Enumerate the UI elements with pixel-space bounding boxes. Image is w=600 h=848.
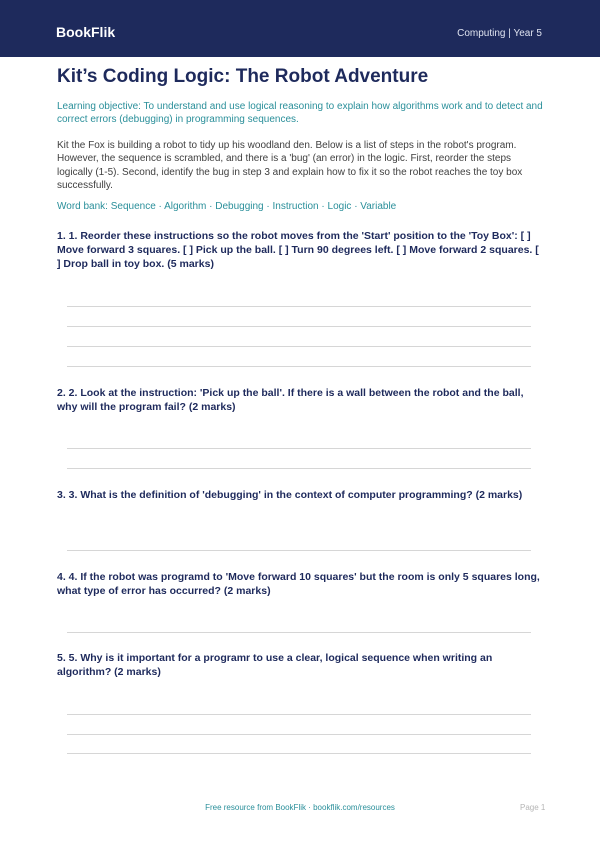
question-1: 1. 1. Reorder these instructions so the robot moves from the 'Start' position to the 'Toy Box': [ ] Move forward 3 squares. [ ] Pick up the ball. [ ] Turn 90 degrees left. [ ] Move forward 2 squares. [ ] Drop ball in toy box. (5 marks) bbox=[57, 230, 539, 270]
answer-line[interactable] bbox=[67, 714, 531, 715]
answer-line[interactable] bbox=[67, 326, 531, 327]
brand-logo-text: BookFlik bbox=[56, 24, 116, 40]
answer-line[interactable] bbox=[67, 734, 531, 735]
question-4: 4. 4. If the robot was programd to 'Move forward 10 squares' but the room is only 5 squares long, what type of error has occurred? (2 marks) bbox=[57, 571, 540, 597]
footer-credit: Free resource from BookFlik · bookflik.com/resources bbox=[205, 803, 395, 812]
answer-line[interactable] bbox=[67, 306, 531, 307]
answer-line[interactable] bbox=[67, 468, 531, 469]
learning-objective: Learning objective: To understand and use logical reasoning to explain how algorithms work and to detect and correct errors (debugging) in programming sequences. bbox=[57, 101, 543, 125]
page-number: Page 1 bbox=[520, 803, 546, 812]
answer-line[interactable] bbox=[67, 550, 531, 551]
question-5: 5. 5. Why is it important for a programr to use a clear, logical sequence when writing an algorithm? (2 marks) bbox=[57, 652, 493, 678]
page-header bbox=[0, 0, 600, 57]
answer-line[interactable] bbox=[67, 346, 531, 347]
subject-year-label: Computing | Year 5 bbox=[457, 28, 542, 39]
answer-line[interactable] bbox=[67, 632, 531, 633]
intro-paragraph: Kit the Fox is building a robot to tidy up his woodland den. Below is a list of steps in the robot's program. However, the sequence is scrambled, and there is a 'bug' (an error) in the logic. First, reorder the steps logically (1-5). Second, identify the bug in step 3 and explain how to fix it so the robot reaches the toy box successfully. bbox=[57, 140, 523, 191]
answer-line[interactable] bbox=[67, 753, 531, 754]
answer-line[interactable] bbox=[67, 448, 531, 449]
word-bank: Word bank: Sequence · Algorithm · Debugging · Instruction · Logic · Variable bbox=[57, 201, 397, 212]
question-3: 3. 3. What is the definition of 'debugging' in the context of computer programming? (2 marks) bbox=[57, 489, 523, 501]
worksheet-title: Kit’s Coding Logic: The Robot Adventure bbox=[57, 66, 429, 87]
answer-line[interactable] bbox=[67, 366, 531, 367]
question-2: 2. 2. Look at the instruction: 'Pick up the ball'. If there is a wall between the robot and the ball, why will the program fail? (2 marks) bbox=[57, 387, 524, 413]
